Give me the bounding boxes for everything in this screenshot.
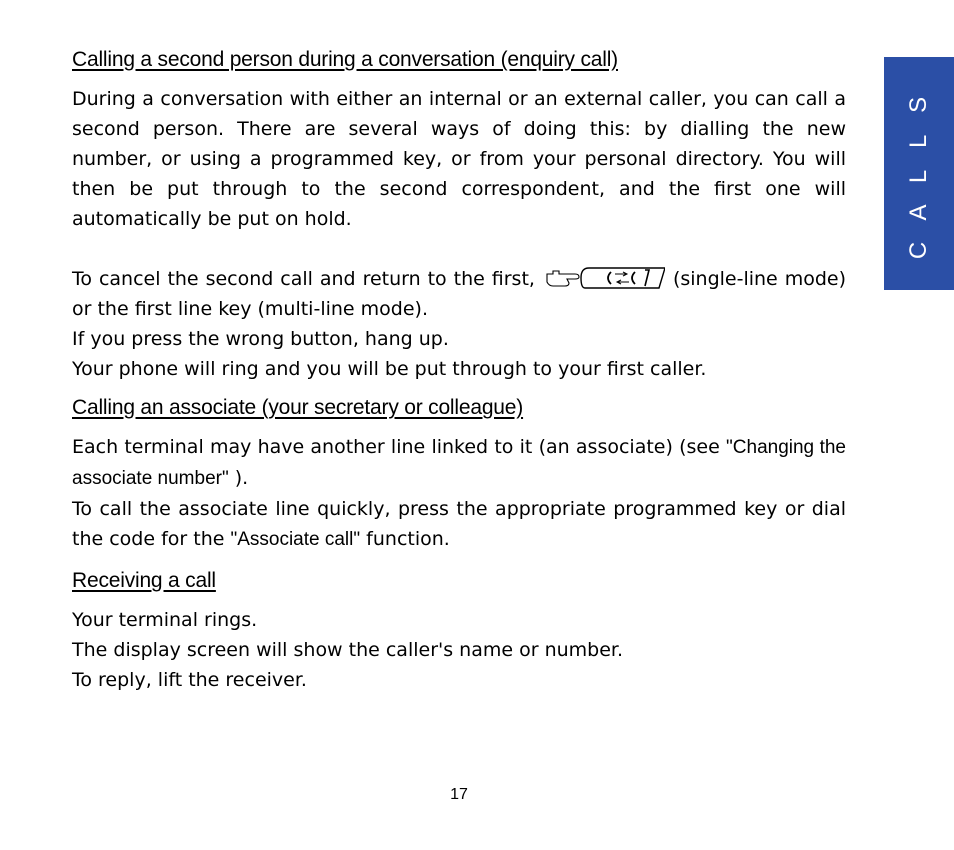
- enquiry-call-paragraph: During a conversation with either an internal or an external caller, you can call a second person. There are several ways of doing this: by dialling the new number, or using a programmed key, or from your personal directory. You will then be put through to the second correspondent, and the first one will automatically be put on hold.: [72, 88, 846, 230]
- enquiry-call-heading: Calling a second person during a conversation (enquiry call): [72, 48, 618, 71]
- ring-line: Your phone will ring and you will be put through to your first caller.: [72, 358, 707, 380]
- associate-text-b: ).: [228, 467, 249, 489]
- receiving-line-1: Your terminal rings.: [72, 609, 258, 631]
- recall-key-icon: [545, 266, 665, 290]
- associate-call-heading: Calling an associate (your secretary or colleague): [72, 396, 524, 419]
- receiving-call-heading: Receiving a call: [72, 569, 216, 592]
- receiving-line-2: The display screen will show the caller's name or number.: [72, 639, 624, 661]
- associate-paragraph: [72, 432, 846, 494]
- cancel-text-after: (single-line mode) or the first line key (multi-line mode).: [72, 268, 846, 320]
- cancel-text-before: To cancel the second call and return to the first,: [72, 268, 535, 290]
- associate-call-reference: "Associate call": [230, 529, 361, 550]
- associate-text-c: To call the associate line quickly, press the appropriate programmed key or dial the code for the: [72, 498, 846, 550]
- associate-text-a: Each terminal may have another line linked to it (an associate) (see: [72, 436, 727, 458]
- page-number: 17: [450, 786, 468, 803]
- receiving-line-3: To reply, lift the receiver.: [72, 669, 307, 691]
- cancel-instruction: [72, 264, 846, 324]
- changing-associate-reference: "Changing the associate number": [72, 437, 846, 489]
- associate-call-paragraph: [72, 494, 846, 555]
- associate-text-d: function.: [360, 528, 450, 550]
- section-side-tab: [884, 57, 954, 290]
- page-content: [72, 48, 846, 695]
- side-tab-label: C A L L S: [905, 88, 933, 259]
- wrong-button-line: If you press the wrong button, hang up.: [72, 328, 449, 350]
